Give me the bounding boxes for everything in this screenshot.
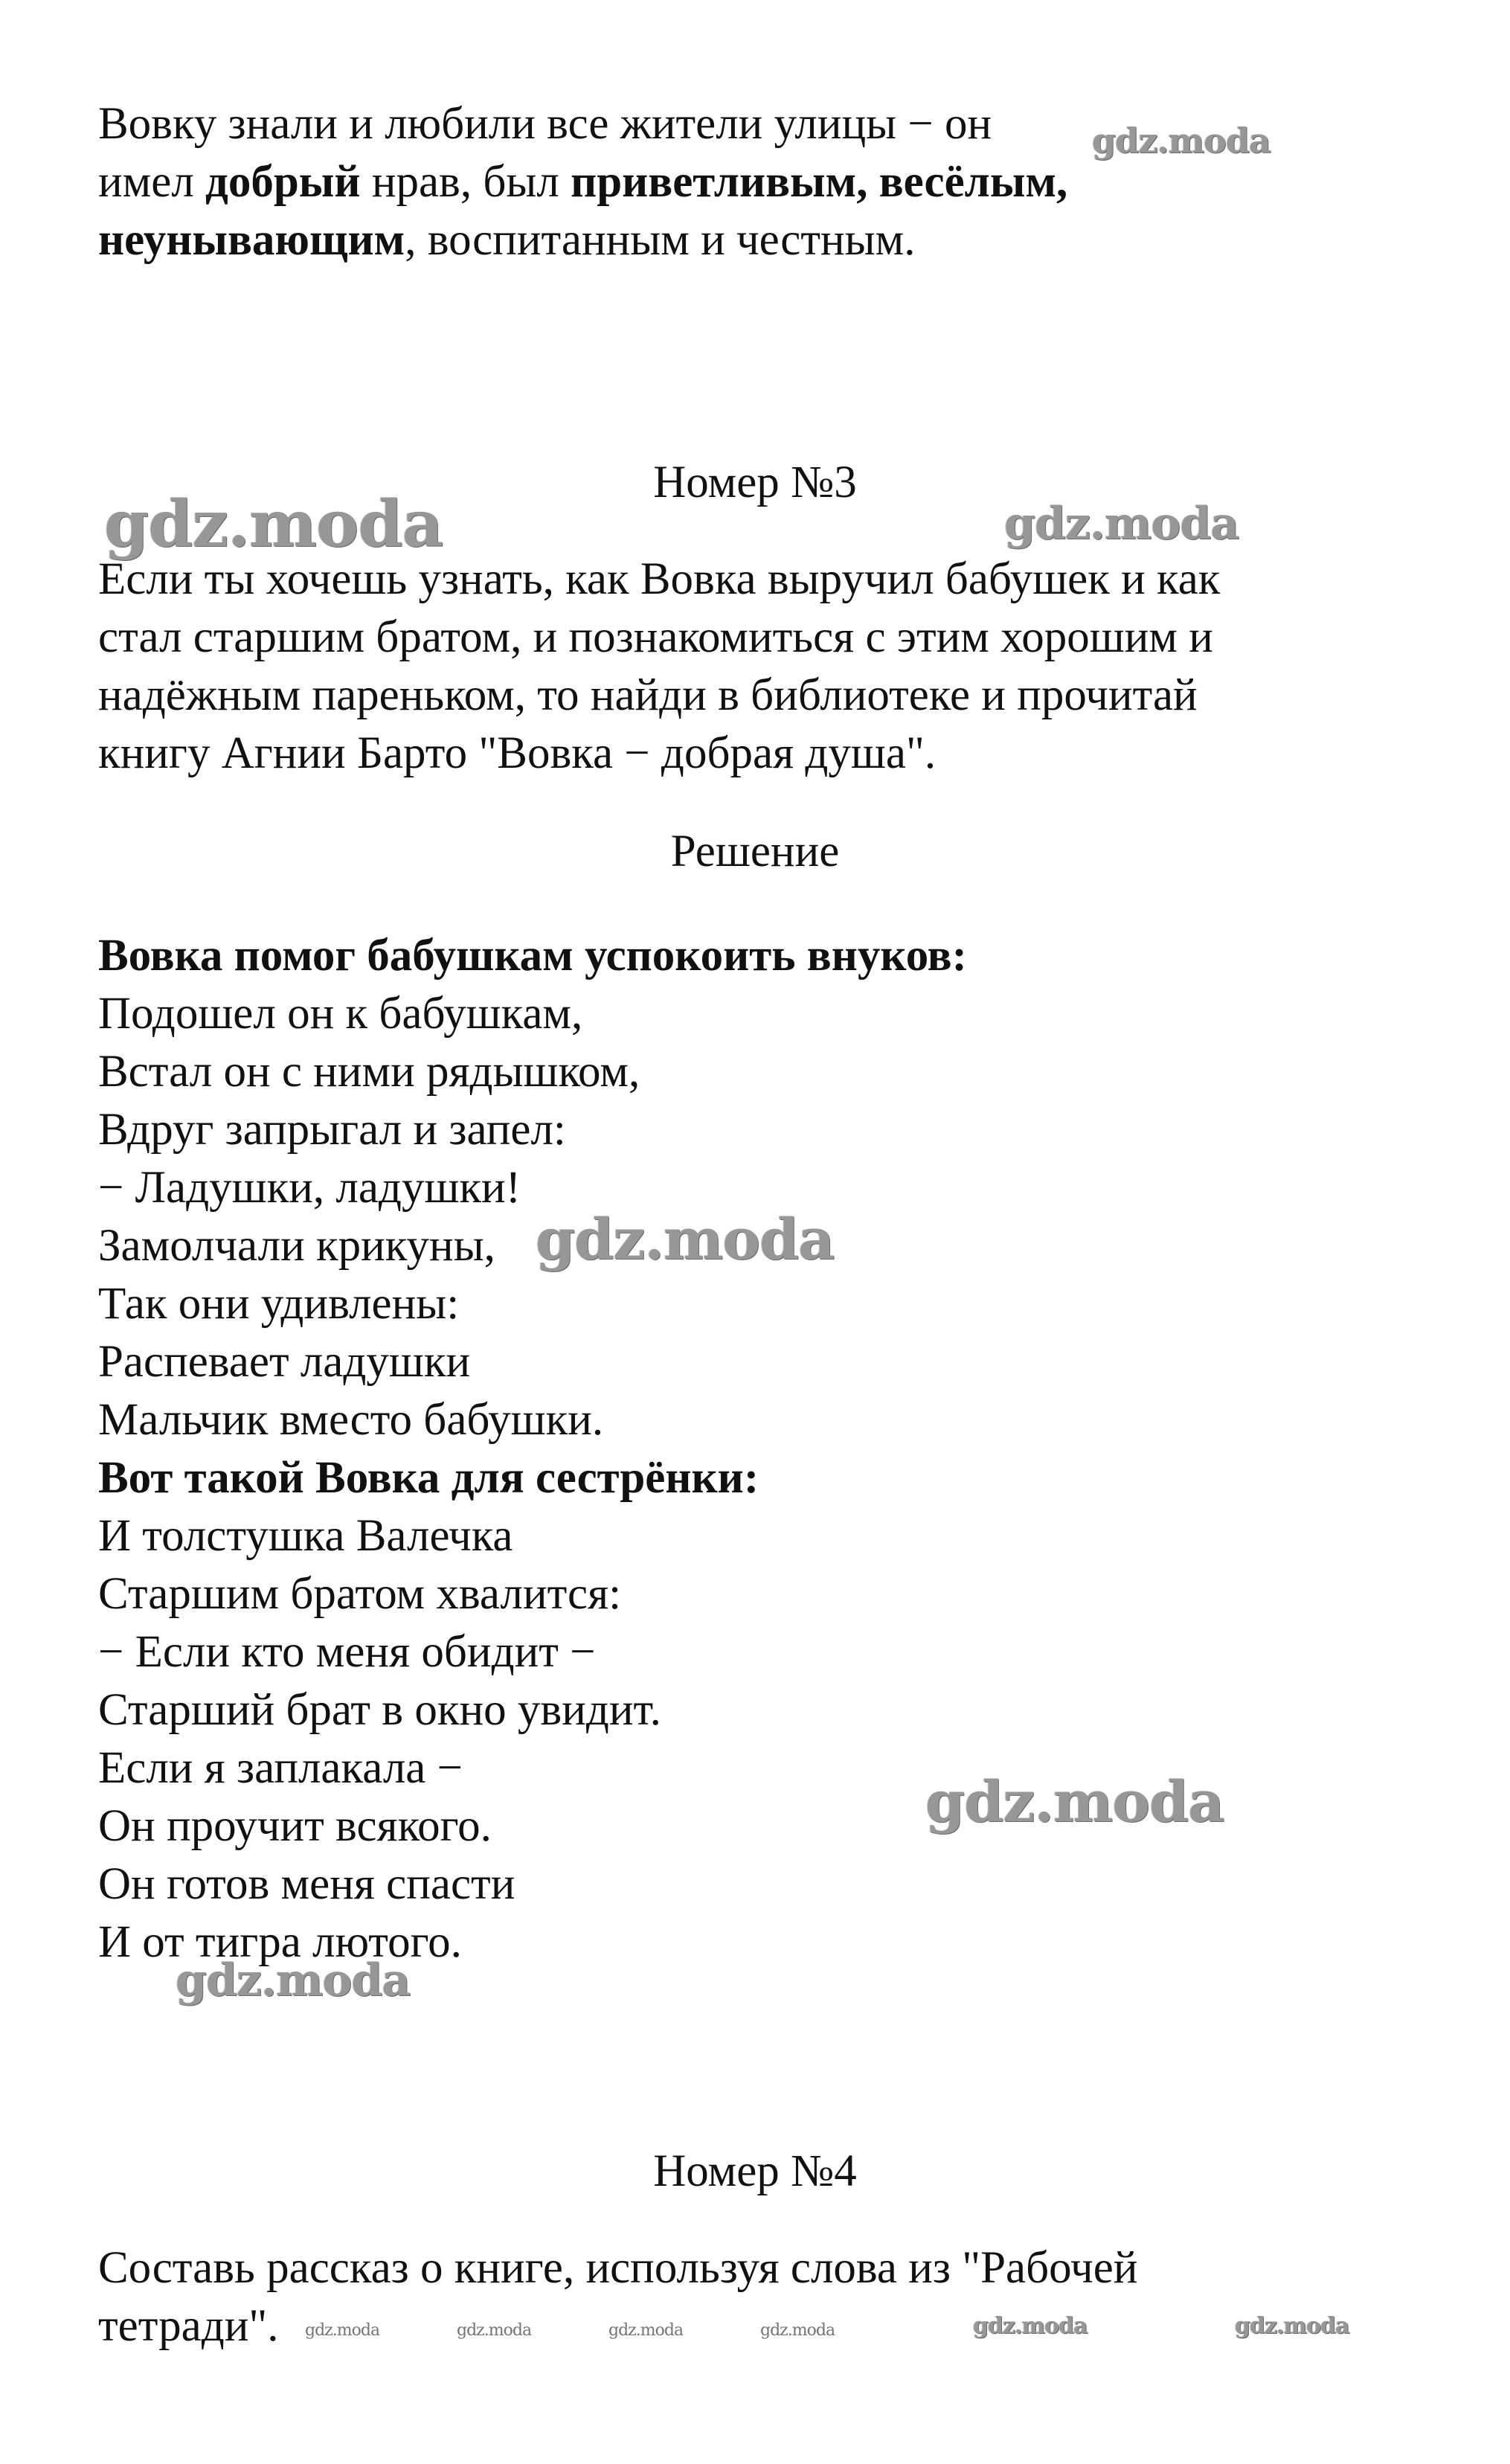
poem-line: Старшим братом хвалится: — [98, 1569, 622, 1619]
watermark: gdz.moda — [104, 487, 443, 562]
watermark: gdz.moda — [925, 1768, 1224, 1835]
watermark: gdz.moda — [1092, 121, 1270, 161]
watermark: gdz.moda — [1235, 2313, 1349, 2339]
poem-line: И от тигра лютого. — [98, 1917, 462, 1967]
watermark: gdz.moda — [305, 2321, 380, 2340]
task3-text — [98, 551, 1422, 783]
task4-line-2: тетради". — [98, 2301, 279, 2351]
poem-line: Он готов меня спасти — [98, 1859, 515, 1909]
solution-heading: Решение — [670, 827, 840, 876]
task3-line: стал старшим братом, и познакомиться с этим хорошим и — [98, 612, 1213, 662]
poem-line: − Если кто меня обидит − — [98, 1627, 596, 1677]
watermark: gdz.moda — [608, 2321, 684, 2340]
watermark: gdz.moda — [176, 1954, 411, 2006]
task3-heading: Номер №3 — [653, 458, 857, 507]
poem-line: Мальчик вместо бабушки. — [98, 1395, 604, 1445]
task3-line: Если ты хочешь узнать, как Вовка выручил бабушек и как — [98, 554, 1221, 604]
watermark: gdz.moda — [760, 2321, 835, 2340]
poem-line: Подошел он к бабушкам, — [98, 989, 583, 1039]
watermark: gdz.moda — [1004, 498, 1239, 550]
poem-line: Замолчали крикуны, — [98, 1221, 495, 1271]
intro-line-2: имел добрый нрав, был приветливым, весёлым, — [98, 157, 1068, 207]
task4-line-1: Составь рассказ о книге, используя слова из "Рабочей — [98, 2243, 1138, 2293]
poem-line: Он проучит всякого. — [98, 1801, 492, 1851]
poem-line: Вдруг запрыгал и запел: — [98, 1105, 566, 1155]
poem-line: − Ладушки, ладушки! — [98, 1163, 521, 1213]
poem-line: Если я заплакала − — [98, 1743, 463, 1793]
solution-subheading-2: Вот такой Вовка для сестрёнки: — [98, 1453, 759, 1503]
intro-line-3: неунывающим, воспитанным и честным. — [98, 215, 916, 265]
solution-subheading-1: Вовка помог бабушкам успокоить внуков: — [98, 931, 967, 981]
watermark: gdz.moda — [536, 1206, 835, 1272]
intro-line-1: Вовку знали и любили все жители улицы − он — [98, 99, 992, 149]
watermark: gdz.moda — [973, 2313, 1087, 2339]
task4-heading: Номер №4 — [653, 2146, 857, 2196]
poem-line: И толстушка Валечка — [98, 1511, 513, 1561]
task3-line: надёжным пареньком, то найди в библиотеке и прочитай — [98, 670, 1198, 720]
task3-line: книгу Агнии Барто "Вовка − добрая душа". — [98, 728, 936, 778]
poem-line: Так они удивлены: — [98, 1279, 460, 1329]
poem-line: Старший брат в окно увидит. — [98, 1685, 661, 1735]
poem-line: Встал он с ними рядышком, — [98, 1047, 640, 1097]
poem-line: Распевает ладушки — [98, 1337, 471, 1387]
watermark: gdz.moda — [457, 2321, 532, 2340]
